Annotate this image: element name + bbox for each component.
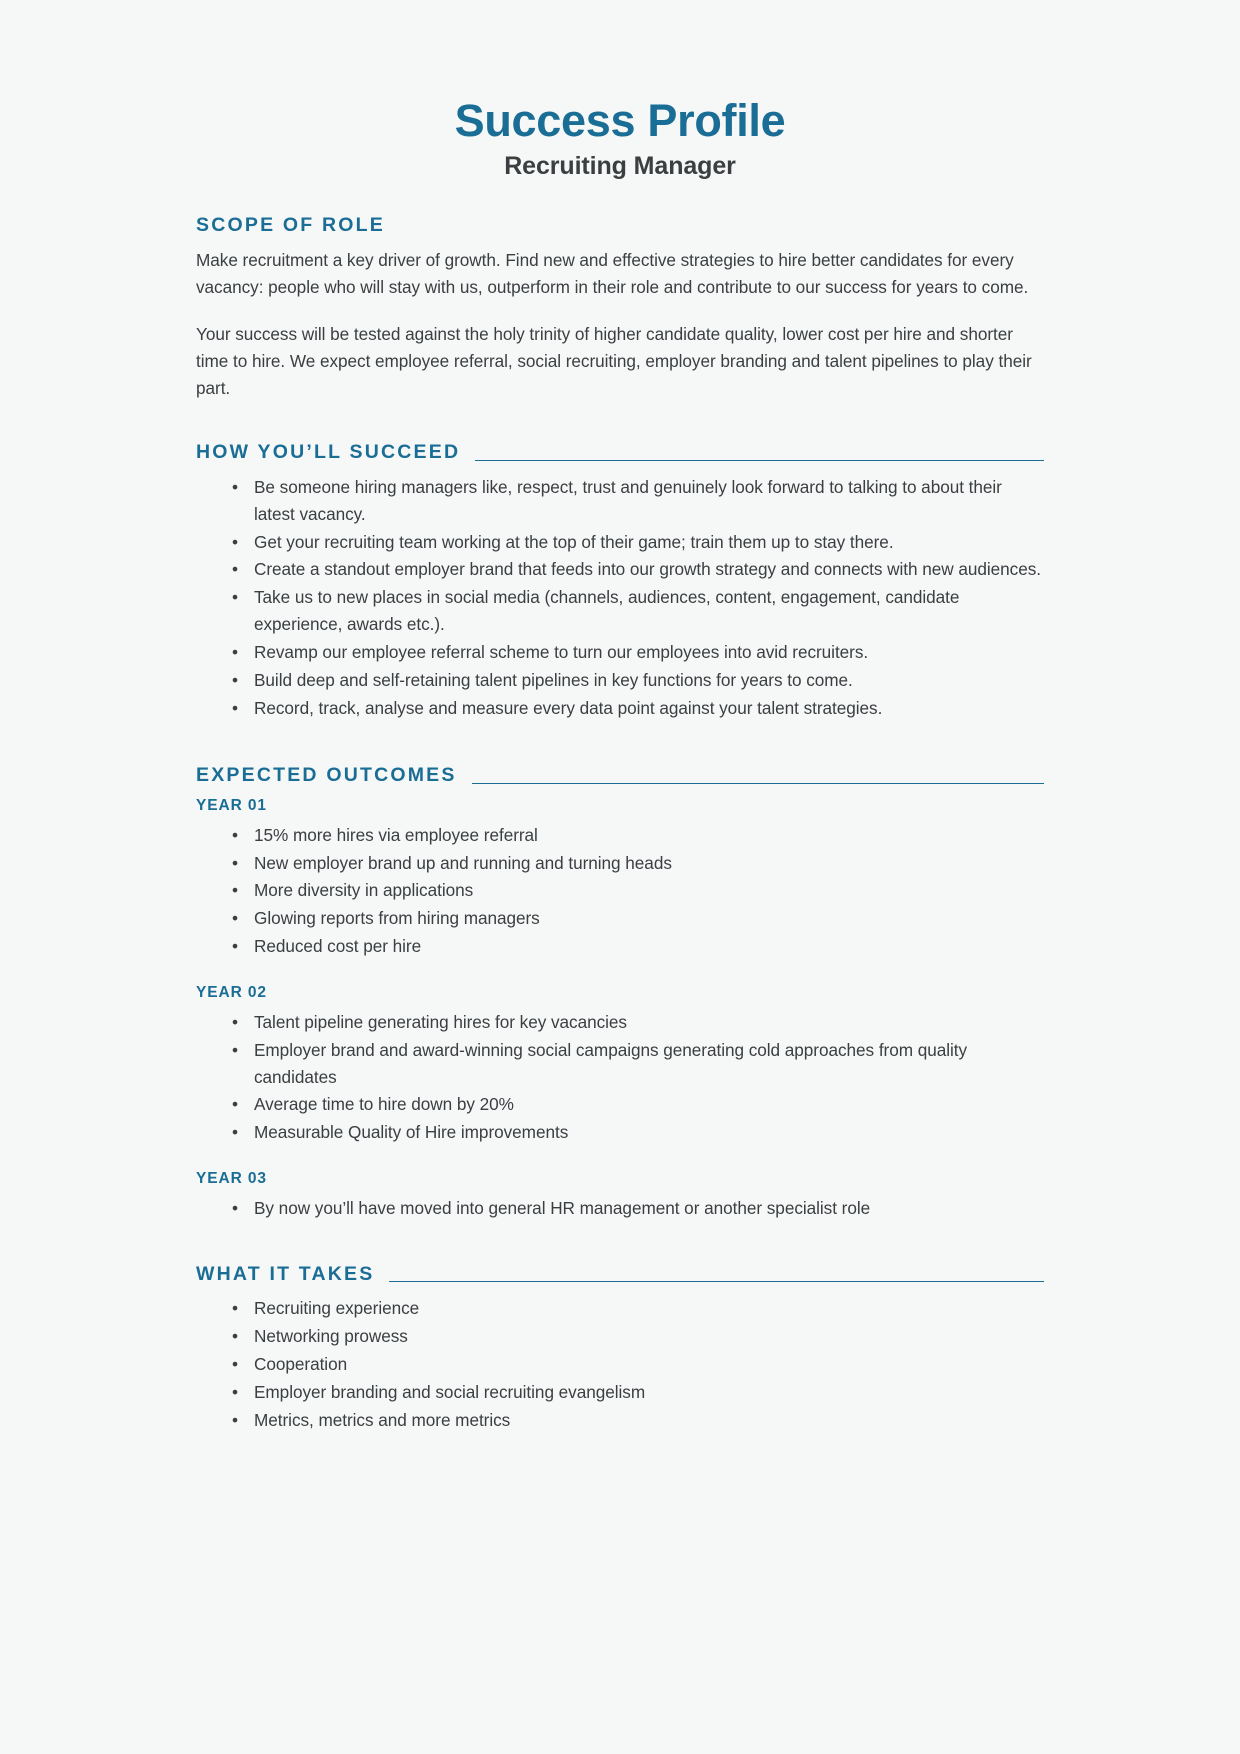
list-item: [232, 905, 1044, 932]
list-item-text: Get your recruiting team working at the top of their game; train them up to stay there.: [254, 531, 894, 552]
heading-rule: [475, 460, 1044, 461]
scope-paragraph-2: Your success will be tested against the holy trinity of higher candidate quality, lower cost per hire and shorter time to hire. We expect employee referral, social recruiting, employer branding and talent pipelines to play their part.: [196, 323, 1032, 399]
year-group-02: [196, 984, 1044, 1146]
list-item: [232, 1037, 1044, 1091]
heading-rule: [472, 783, 1044, 784]
section-heading-what-it-takes: [196, 1264, 1044, 1285]
bullet-icon: •: [232, 880, 238, 901]
document-header: [0, 0, 1240, 181]
section-heading-label: EXPECTED OUTCOMES: [196, 764, 457, 787]
list-item: [232, 877, 1044, 904]
list-item: [232, 584, 1044, 638]
list-item-text: More diversity in applications: [254, 880, 474, 901]
section-heading-how-youll-succeed: [196, 442, 1044, 463]
section-scope-of-role: [196, 215, 1044, 402]
list-item-text: Employer brand and award-winning social campaigns generating cold approaches from quality candidates: [254, 1039, 968, 1087]
bullet-icon: •: [232, 1094, 238, 1115]
bullet-icon: •: [232, 669, 238, 690]
list-item-text: Networking prowess: [254, 1326, 408, 1347]
list-item-text: Revamp our employee referral scheme to turn our employees into avid recruiters.: [254, 641, 869, 662]
section-heading-label: SCOPE OF ROLE: [196, 214, 385, 237]
bullet-icon: •: [232, 824, 238, 845]
list-item-text: Be someone hiring managers like, respect, trust and genuinely look forward to talking to about their latest vacancy.: [254, 476, 1002, 524]
heading-rule: [389, 1281, 1044, 1282]
list-item-text: Employer branding and social recruiting evangelism: [254, 1381, 646, 1402]
list-item-text: 15% more hires via employee referral: [254, 824, 538, 845]
list-item-text: Average time to hire down by 20%: [254, 1094, 514, 1115]
scope-paragraph-1: Make recruitment a key driver of growth. Find new and effective strategies to hire better candidates for every vacancy: people who will stay with us, outperform in their role and contribute to our success for years to come.: [196, 249, 1029, 297]
list-item-text: Measurable Quality of Hire improvements: [254, 1122, 569, 1143]
bullet-icon: •: [232, 559, 238, 580]
page-subtitle: Recruiting Manager: [504, 152, 736, 181]
bullet-icon: •: [232, 852, 238, 873]
year-subheading: YEAR 01: [196, 796, 267, 814]
year-group-03: [196, 1170, 1044, 1222]
section-heading-scope-of-role: [196, 215, 1044, 236]
list-item: [232, 822, 1044, 849]
list-item: [232, 529, 1044, 556]
list-item: [232, 933, 1044, 960]
list-item-text: Metrics, metrics and more metrics: [254, 1409, 511, 1430]
outcomes-years: [196, 797, 1044, 1222]
year-01-list: [196, 822, 1044, 960]
page-title: Success Profile: [454, 95, 786, 146]
list-item: [232, 1323, 1044, 1350]
bullet-icon: •: [232, 476, 238, 497]
bullet-icon: •: [232, 1012, 238, 1032]
what-it-takes-list: [196, 1295, 1044, 1433]
list-item-text: Take us to new places in social media (channels, audiences, content, engagement, candidate experience, awards etc.).: [254, 587, 960, 635]
section-expected-outcomes: [196, 765, 1044, 1222]
bullet-icon: •: [232, 936, 238, 957]
bullet-icon: •: [232, 908, 238, 929]
bullet-icon: •: [232, 1409, 238, 1430]
section-how-youll-succeed: [196, 442, 1044, 721]
bullet-icon: •: [232, 641, 238, 662]
list-item: [232, 667, 1044, 694]
list-item-text: Build deep and self-retaining talent pipelines in key functions for years to come.: [254, 669, 853, 690]
list-item: [232, 1295, 1044, 1322]
list-item-text: Cooperation: [254, 1354, 348, 1375]
section-heading-expected-outcomes: [196, 765, 1044, 786]
list-item-text: Create a standout employer brand that feeds into our growth strategy and connects with new audiences.: [254, 559, 1042, 580]
bullet-icon: •: [232, 1354, 238, 1375]
list-item-text: Glowing reports from hiring managers: [254, 908, 540, 929]
year-subheading: YEAR 02: [196, 983, 267, 1001]
list-item: [232, 1351, 1044, 1378]
list-item-text: Talent pipeline generating hires for key vacancies: [254, 1012, 627, 1032]
list-item: [232, 1009, 1044, 1036]
document-body: [196, 181, 1044, 1433]
list-item-text: Recruiting experience: [254, 1298, 420, 1319]
section-what-it-takes: [196, 1264, 1044, 1434]
year-03-list: [196, 1195, 1044, 1222]
list-item: [232, 639, 1044, 666]
bullet-icon: •: [232, 1039, 238, 1060]
section-heading-label: HOW YOU’LL SUCCEED: [196, 441, 461, 464]
year-group-01: [196, 797, 1044, 960]
bullet-icon: •: [232, 1326, 238, 1347]
succeed-list: [196, 474, 1044, 721]
list-item: [232, 1195, 1044, 1222]
list-item: [232, 1119, 1044, 1146]
bullet-icon: •: [232, 1298, 238, 1319]
list-item: [232, 474, 1044, 528]
list-item-text: Record, track, analyse and measure every data point against your talent strategies.: [254, 697, 883, 718]
list-item: [232, 1407, 1044, 1434]
section-heading-label: WHAT IT TAKES: [196, 1263, 375, 1286]
bullet-icon: •: [232, 587, 238, 608]
list-item: [232, 1091, 1044, 1118]
list-item-text: New employer brand up and running and turning heads: [254, 852, 672, 873]
list-item-text: By now you’ll have moved into general HR management or another specialist role: [254, 1198, 871, 1219]
list-item-text: Reduced cost per hire: [254, 936, 422, 957]
year-subheading: YEAR 03: [196, 1170, 267, 1188]
bullet-icon: •: [232, 1122, 238, 1143]
list-item: [232, 1379, 1044, 1406]
bullet-icon: •: [232, 1198, 238, 1219]
list-item: [232, 556, 1044, 583]
bullet-icon: •: [232, 531, 238, 552]
year-02-list: [196, 1009, 1044, 1146]
list-item: [232, 695, 1044, 722]
list-item: [232, 850, 1044, 877]
bullet-icon: •: [232, 1381, 238, 1402]
bullet-icon: •: [232, 697, 238, 718]
